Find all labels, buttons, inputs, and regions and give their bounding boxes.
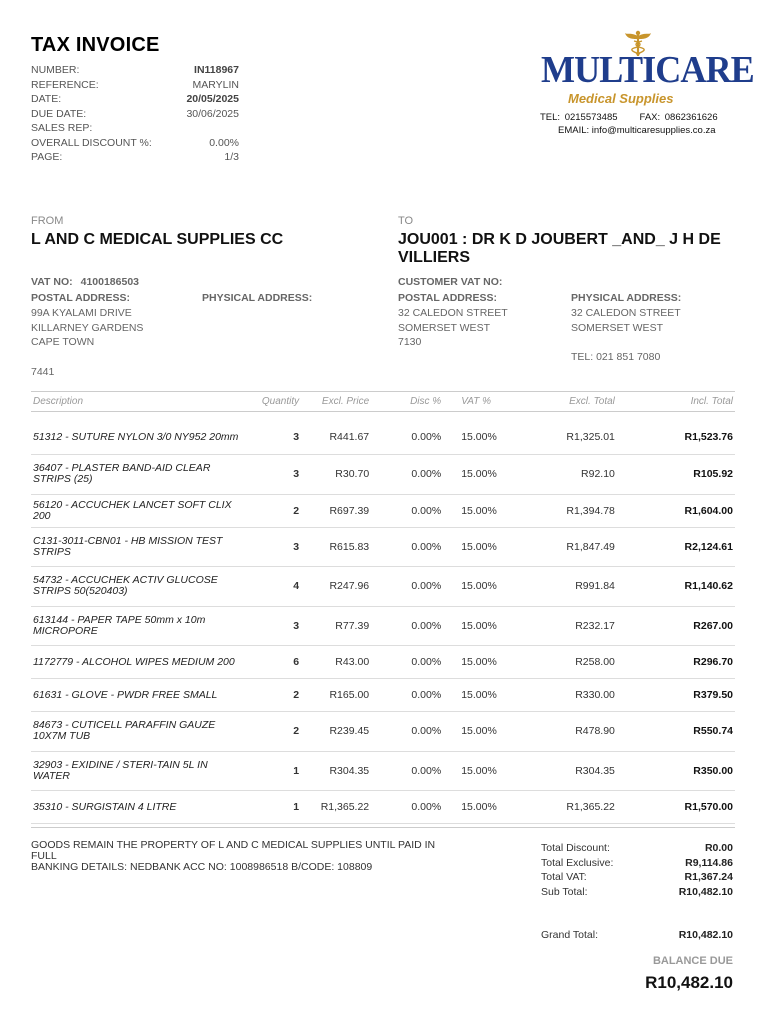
address-line: 7441 [31, 365, 55, 378]
to-postal-address [398, 291, 568, 350]
table-row [31, 712, 735, 752]
item-excl-total: R1,847.49 [499, 527, 617, 567]
item-description: 35310 - SURGISTAIN 4 LITRE [31, 791, 249, 824]
meta-label: PAGE: [31, 151, 63, 163]
total-label: Total VAT: [541, 871, 587, 884]
from-company-name: L AND C MEDICAL SUPPLIES CC [31, 231, 284, 248]
table-header-row [31, 392, 735, 412]
logo-tel: TEL: 0215573485 [540, 112, 618, 123]
total-discount-row [541, 841, 733, 856]
item-description: 1172779 - ALCOHOL WIPES MEDIUM 200 [31, 646, 249, 679]
meta-sales-rep [31, 121, 239, 136]
grand-total-label: Grand Total: [541, 929, 599, 941]
notes-divider [31, 827, 735, 828]
item-excl-total: R1,365.22 [499, 791, 617, 824]
invoice-title: TAX INVOICE [31, 34, 160, 56]
item-incl-total: R1,140.62 [617, 567, 735, 607]
logo-subtitle: Medical Supplies [568, 91, 674, 106]
grand-total-value: R10,482.10 [678, 929, 733, 941]
spacer [571, 335, 731, 350]
meta-label: NUMBER: [31, 64, 80, 76]
item-excl-price: R304.35 [301, 751, 371, 791]
item-vat: 15.00% [443, 494, 499, 527]
to-physical-label: PHYSICAL ADDRESS: [571, 292, 682, 304]
balance-due-value: R10,482.10 [645, 973, 733, 992]
table-row [31, 646, 735, 679]
item-excl-total: R991.84 [499, 567, 617, 607]
item-excl-total: R304.35 [499, 751, 617, 791]
meta-number [31, 63, 239, 78]
item-excl-price: R165.00 [301, 679, 371, 712]
item-incl-total: R2,124.61 [617, 527, 735, 567]
item-incl-total: R1,523.76 [617, 412, 735, 455]
item-incl-total: R267.00 [617, 606, 735, 646]
address-line [31, 350, 201, 365]
item-disc: 0.00% [371, 527, 443, 567]
to-customer-name: JOU001 : DR K D JOUBERT _AND_ J H DE VILLIERS [398, 231, 721, 266]
item-vat: 15.00% [443, 646, 499, 679]
logo-email: EMAIL: info@multicaresupplies.co.za [558, 125, 716, 136]
item-description: 51312 - SUTURE NYLON 3/0 NY952 20mm [31, 412, 249, 455]
logo-brand-text: MULTICARE [541, 49, 754, 91]
table-row [31, 412, 735, 455]
to-postal-label: POSTAL ADDRESS: [398, 292, 497, 304]
table-row [31, 567, 735, 607]
item-excl-total: R478.90 [499, 712, 617, 752]
col-vat: VAT % [443, 392, 499, 412]
company-logo [538, 30, 754, 145]
item-incl-total: R350.00 [617, 751, 735, 791]
total-exclusive-row [541, 856, 733, 871]
from-label: FROM [31, 215, 64, 227]
item-excl-total: R92.10 [499, 455, 617, 495]
item-excl-total: R1,394.78 [499, 494, 617, 527]
item-quantity: 4 [249, 567, 301, 607]
item-vat: 15.00% [443, 527, 499, 567]
item-incl-total: R1,604.00 [617, 494, 735, 527]
item-vat: 15.00% [443, 712, 499, 752]
item-quantity: 3 [249, 606, 301, 646]
from-vat-value: 4100186503 [80, 276, 140, 288]
from-postal-address [31, 291, 201, 380]
item-description: 32903 - EXIDINE / STERI-TAIN 5L IN WATER [31, 751, 249, 791]
meta-value: 20/05/2025 [186, 93, 239, 105]
totals-block [541, 841, 733, 900]
item-description: 36407 - PLASTER BAND-AID CLEAR STRIPS (25) [31, 455, 249, 495]
total-vat-row [541, 870, 733, 885]
item-description: 84673 - CUTICELL PARAFFIN GAUZE 10X7M TUB [31, 712, 249, 752]
to-label: TO [398, 215, 414, 227]
address-line: SOMERSET WEST [398, 321, 490, 334]
address-line: 32 CALEDON STREET [398, 306, 508, 319]
col-disc: Disc % [371, 392, 443, 412]
item-quantity: 2 [249, 494, 301, 527]
total-value: R10,482.10 [678, 886, 733, 899]
item-description: 54732 - ACCUCHEK ACTIV GLUCOSE STRIPS 50(520403) [31, 567, 249, 607]
meta-label: OVERALL DISCOUNT %: [31, 136, 152, 149]
item-vat: 15.00% [443, 567, 499, 607]
invoice-notes [31, 840, 451, 873]
col-description: Description [31, 392, 249, 412]
item-excl-price: R77.39 [301, 606, 371, 646]
from-postal-label: POSTAL ADDRESS: [31, 292, 130, 304]
col-incl-total: Incl. Total [617, 392, 735, 412]
item-disc: 0.00% [371, 494, 443, 527]
item-disc: 0.00% [371, 646, 443, 679]
item-vat: 15.00% [443, 791, 499, 824]
grand-total-row [541, 929, 733, 941]
item-vat: 15.00% [443, 679, 499, 712]
meta-reference [31, 78, 239, 93]
table-row [31, 494, 735, 527]
line-items-table [31, 391, 735, 824]
from-vat [31, 276, 139, 288]
item-quantity: 1 [249, 751, 301, 791]
table-row [31, 791, 735, 824]
item-disc: 0.00% [371, 412, 443, 455]
to-vat-label: CUSTOMER VAT NO: [398, 276, 503, 288]
item-vat: 15.00% [443, 751, 499, 791]
item-vat: 15.00% [443, 412, 499, 455]
item-disc: 0.00% [371, 712, 443, 752]
to-tel: TEL: 021 851 7080 [571, 351, 661, 364]
total-label: Sub Total: [541, 886, 588, 899]
table-row [31, 527, 735, 567]
meta-value: 0.00% [209, 136, 239, 149]
item-excl-total: R330.00 [499, 679, 617, 712]
item-quantity: 3 [249, 412, 301, 455]
meta-value: 30/06/2025 [186, 107, 239, 120]
table-row [31, 606, 735, 646]
col-quantity: Quantity [249, 392, 301, 412]
item-incl-total: R296.70 [617, 646, 735, 679]
meta-label: DATE: [31, 93, 62, 105]
to-physical-address [571, 291, 731, 365]
item-vat: 15.00% [443, 606, 499, 646]
total-value: R9,114.86 [685, 856, 733, 869]
item-excl-price: R1,365.22 [301, 791, 371, 824]
address-line: 7130 [398, 336, 422, 349]
item-disc: 0.00% [371, 791, 443, 824]
item-excl-price: R697.39 [301, 494, 371, 527]
meta-overall-discount [31, 136, 239, 151]
item-incl-total: R1,570.00 [617, 791, 735, 824]
item-quantity: 2 [249, 679, 301, 712]
col-excl-total: Excl. Total [499, 392, 617, 412]
from-physical-label: PHYSICAL ADDRESS: [202, 292, 313, 304]
item-description: 613144 - PAPER TAPE 50mm x 10m MICROPORE [31, 606, 249, 646]
item-excl-price: R43.00 [301, 646, 371, 679]
table-row [31, 455, 735, 495]
item-disc: 0.00% [371, 567, 443, 607]
address-line: CAPE TOWN [31, 336, 95, 349]
item-quantity: 1 [249, 791, 301, 824]
item-excl-price: R441.67 [301, 412, 371, 455]
address-line: KILLARNEY GARDENS [31, 321, 144, 334]
logo-phone-fax [540, 112, 718, 123]
meta-label: DUE DATE: [31, 107, 87, 120]
item-description: C131-3011-CBN01 - HB MISSION TEST STRIPS [31, 527, 249, 567]
item-quantity: 2 [249, 712, 301, 752]
sub-total-row [541, 885, 733, 900]
item-vat: 15.00% [443, 455, 499, 495]
meta-due-date [31, 107, 239, 122]
banking-details: BANKING DETAILS: NEDBANK ACC NO: 1008986518 B/CODE: 108809 [31, 861, 373, 873]
from-vat-label: VAT NO: [31, 276, 73, 288]
item-excl-total: R232.17 [499, 606, 617, 646]
item-excl-total: R258.00 [499, 646, 617, 679]
meta-label: REFERENCE: [31, 78, 99, 91]
meta-value: MARYLIN [192, 78, 239, 91]
item-disc: 0.00% [371, 455, 443, 495]
invoice-meta [31, 63, 239, 165]
item-description: 56120 - ACCUCHEK LANCET SOFT CLIX 200 [31, 494, 249, 527]
item-disc: 0.00% [371, 751, 443, 791]
col-excl-price: Excl. Price [301, 392, 371, 412]
meta-value: 1/3 [224, 151, 239, 163]
table-row [31, 679, 735, 712]
address-line: SOMERSET WEST [571, 321, 663, 334]
meta-value: IN118967 [194, 64, 239, 76]
item-excl-price: R30.70 [301, 455, 371, 495]
item-quantity: 6 [249, 646, 301, 679]
item-disc: 0.00% [371, 606, 443, 646]
item-excl-price: R239.45 [301, 712, 371, 752]
item-incl-total: R550.74 [617, 712, 735, 752]
meta-page [31, 150, 239, 165]
address-line: 99A KYALAMI DRIVE [31, 306, 132, 319]
item-excl-total: R1,325.01 [499, 412, 617, 455]
balance-due-label: BALANCE DUE [652, 955, 733, 967]
meta-label: SALES REP: [31, 122, 93, 134]
item-disc: 0.00% [371, 679, 443, 712]
meta-date [31, 92, 239, 107]
total-label: Total Exclusive: [541, 856, 614, 869]
item-quantity: 3 [249, 527, 301, 567]
table-row [31, 751, 735, 791]
item-incl-total: R379.50 [617, 679, 735, 712]
address-line: 32 CALEDON STREET [571, 306, 681, 319]
total-label: Total Discount: [541, 842, 610, 854]
item-excl-price: R615.83 [301, 527, 371, 567]
total-value: R0.00 [704, 842, 733, 854]
ownership-note: GOODS REMAIN THE PROPERTY OF L AND C MEDICAL SUPPLIES UNTIL PAID IN FULL [31, 839, 436, 862]
item-description: 61631 - GLOVE - PWDR FREE SMALL [31, 679, 249, 712]
item-quantity: 3 [249, 455, 301, 495]
total-value: R1,367.24 [684, 871, 733, 884]
item-excl-price: R247.96 [301, 567, 371, 607]
from-physical-address [202, 291, 312, 306]
logo-fax: FAX: 0862361626 [639, 112, 718, 123]
item-incl-total: R105.92 [617, 455, 735, 495]
